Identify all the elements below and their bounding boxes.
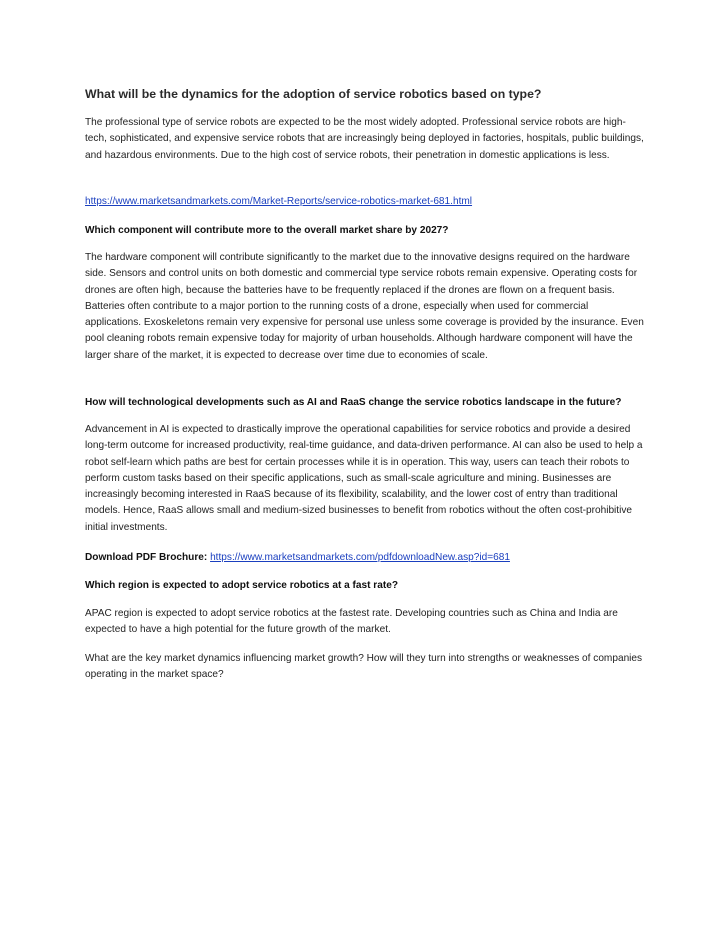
answer-component-share: The hardware component will contribute significantly to the market due to the innovative designs required on the hardware side. Sensors and control units on both domestic and commercial type service robots remain expensive. Operating costs for drones are often high, because the batteries have to be frequently replaced if the drones are flown on a frequent basis. Batteries often contribute to a major portion to the running costs of a drone, especially when used for commercial applications. Exoskeletons remain very expensive for personal use unless some coverage is provided by the insurance. Even pool cleaning robots remain expensive today for majority of urban households. Although hardware component will have the larger share of the market, it is expected to decrease over time due to economies of scale. — [85, 252, 644, 361]
answer-region: APAC region is expected to adopt service robotics at the fastest rate. Developing countries such as China and India are expected to have a high potential for the future growth of the market. — [85, 608, 618, 636]
answer-ai-raas: Advancement in AI is expected to drastically improve the operational capabilities for service robotics and provide a desired long-term outcome for increased productivity, real-time guidance, and data-driven performance. AI can also be used to help a robot self-learn which paths are best for certain processes while it is in operation. This way, users can teach their robots to perform custom tasks based on their specific applications, such as small-scale agriculture and mining. Businesses are increasingly becoming interested in RaaS because of its flexibility, scalability, and the lower cost of entry than traditional models. Hence, RaaS allows small and medium-sized businesses to benefit from robotics without the often cost-prohibitive initial investments. — [85, 424, 643, 533]
question-ai-raas: How will technological developments such as AI and RaaS change the service robotics landscape in the future? — [85, 397, 622, 408]
question-market-dynamics: What are the key market dynamics influencing market growth? How will they turn into strengths or weaknesses of companies operating in the market space? — [85, 653, 643, 681]
source-link[interactable]: https://www.marketsandmarkets.com/Market-Reports/service-robotics-market-681.html — [85, 196, 473, 207]
intro-paragraph: The professional type of service robots are expected to be the most widely adopted. Professional service robots are high-tech, sophisticated, and expensive service robots that are increasingly being deployed in factories, hospitals, public buildings, and hazardous environments. Due to the high cost of service robots, their penetration in domestic applications is less. — [85, 117, 644, 161]
question-component-share: Which component will contribute more to the overall market share by 2027? — [85, 225, 449, 236]
download-brochure-label: Download PDF Brochure: — [85, 552, 208, 563]
source-link-line — [85, 194, 645, 210]
document-title: What will be the dynamics for the adoption of service robotics based on type? — [85, 87, 542, 101]
download-brochure-link[interactable]: https://www.marketsandmarkets.com/pdfdownloadNew.asp?id=681 — [210, 552, 510, 563]
question-region: Which region is expected to adopt service robotics at a fast rate? — [85, 580, 398, 591]
download-brochure-line — [85, 550, 645, 566]
